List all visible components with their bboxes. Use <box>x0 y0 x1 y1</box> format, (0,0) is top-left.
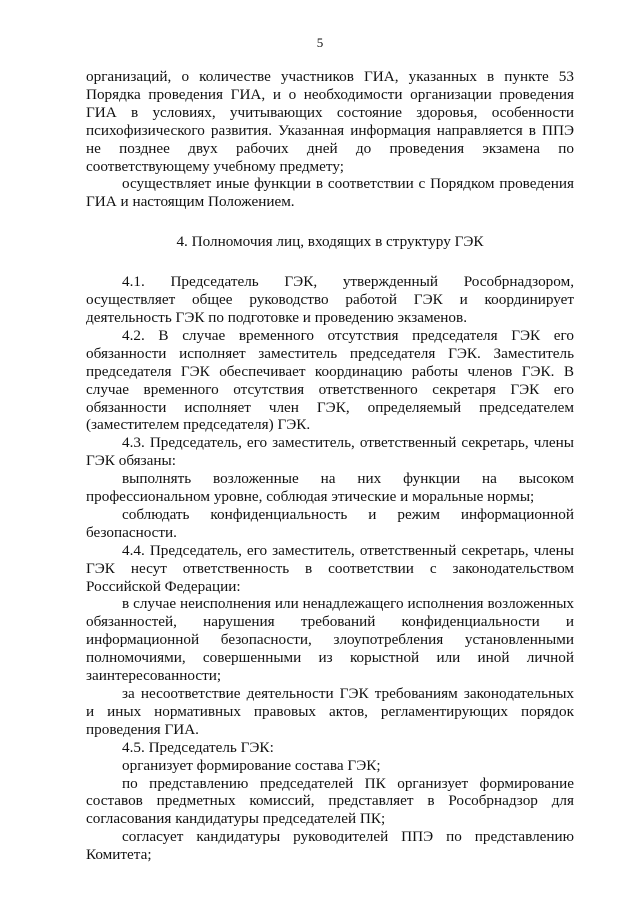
paragraph-4-2: 4.2. В случае временного отсутствия председателя ГЭК его обязанности исполняет заместитель председателя ГЭК. Заместитель председателя ГЭК обеспечивает координацию работы членов ГЭК. В случае временного отсутствия ответственного секретаря ГЭК его обязанности исполняет член ГЭК, определяемый председателем (заместителем председателя) ГЭК. <box>86 326 574 434</box>
paragraph-4-4: 4.4. Председатель, его заместитель, ответственный секретарь, члены ГЭК несут ответственность в соответствии с законодательством Российской Федерации: <box>86 541 574 595</box>
paragraph-4-5: 4.5. Председатель ГЭК: <box>122 738 274 756</box>
document-body <box>86 68 574 864</box>
section-title: 4. Полномочия лиц, входящих в структуру ГЭК <box>176 233 484 251</box>
list-item: организует формирование состава ГЭК; <box>122 756 381 774</box>
list-item: за несоответствие деятельности ГЭК требованиям законодательных и иных нормативных правовых актов, регламентирующих порядок проведения ГИА. <box>86 685 574 738</box>
list-item: согласует кандидатуры руководителей ППЭ по представлению Комитета; <box>86 828 574 864</box>
list-item: соблюдать конфиденциальность и режим информационной безопасности. <box>86 505 574 541</box>
paragraph: организаций, о количестве участников ГИА, указанных в пункте 53 Порядка проведения ГИА, и о необходимости организации проведения ГИА в условиях, учитывающих состояние здоровья, особенности психофизического развития. Указанная информация направляется в ППЭ не позднее двух рабочих дней до проведения экзамена по соответствующему учебному предмету; <box>86 68 574 175</box>
paragraph-4-3: 4.3. Председатель, его заместитель, ответственный секретарь, члены ГЭК обязаны: <box>86 434 574 470</box>
list-item: по представлению председателей ПК организует формирование составов предметных комиссий, представляет в Рособрнадзор для согласования кандидатуры председателей ПК; <box>86 774 574 828</box>
list-item: в случае неисполнения или ненадлежащего исполнения возложенных обязанностей, нарушения требований конфиденциальности и информационной безопасности, злоупотребления установленными полномочиями, совершенными из корыстной или иной личной заинтересованности; <box>86 595 574 685</box>
paragraph-4-1: 4.1. Председатель ГЭК, утвержденный Рособрнадзором, осуществляет общее руководство работой ГЭК и координирует деятельность ГЭК по подготовке и проведению экзаменов. <box>86 273 574 326</box>
page-number: 5 <box>316 35 324 50</box>
paragraph: осуществляет иные функции в соответствии с Порядком проведения ГИА и настоящим Положением. <box>86 175 574 211</box>
list-item: выполнять возложенные на них функции на высоком профессиональном уровне, соблюдая этические и моральные нормы; <box>86 470 574 506</box>
